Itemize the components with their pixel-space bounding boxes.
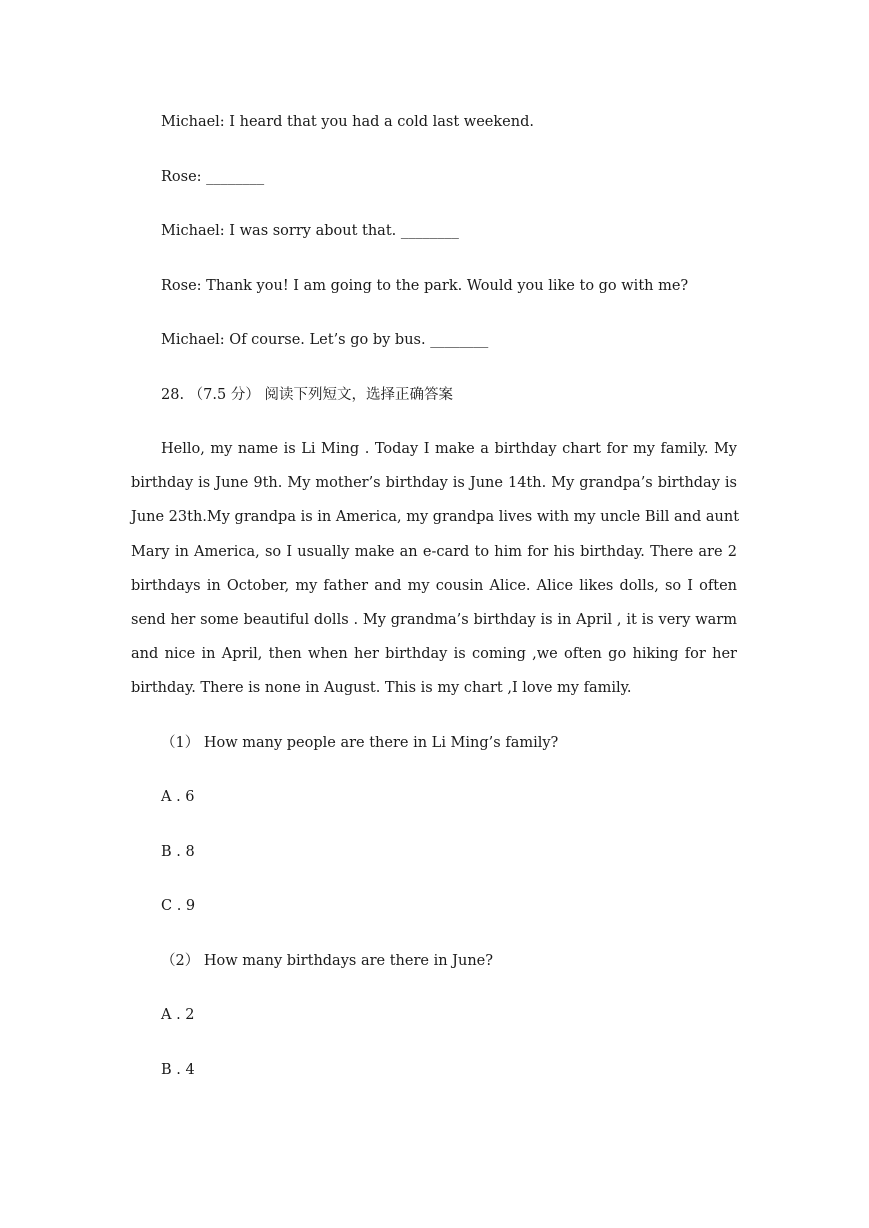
answer-option-a: A . 6 — [161, 789, 195, 805]
answer-option-b: B . 8 — [161, 844, 195, 860]
sub-question-text: （2） How many birthdays are there in June? — [161, 953, 494, 969]
dialogue-line-michael-3: Michael: Of course. Let’s go by bus. ________ — [161, 332, 489, 348]
answer-option-a: A . 2 — [161, 1007, 195, 1023]
passage-line: and nice in April, then when her birthday is coming ,we often go hiking for her — [131, 646, 737, 662]
passage-line: June 23th.My grandpa is in America, my grandpa lives with my uncle Bill and aunt — [131, 509, 740, 525]
passage-line: Hello, my name is Li Ming . Today I make a birthday chart for my family. My — [161, 441, 737, 457]
sub-question-text: （1） How many people are there in Li Ming’s family? — [161, 735, 559, 751]
dialogue-line-michael-1: Michael: I heard that you had a cold last weekend. — [161, 114, 534, 130]
passage-line: birthday. There is none in August. This is my chart ,I love my family. — [131, 680, 632, 696]
question-header: 28. （7.5 分） 阅读下列短文，选择正确答案 — [161, 387, 453, 403]
answer-option-b: B . 4 — [161, 1062, 195, 1078]
passage-line: birthdays in October, my father and my cousin Alice. Alice likes dolls, so I often — [131, 578, 737, 594]
dialogue-line-michael-2: Michael: I was sorry about that. ________ — [161, 223, 459, 239]
passage-line: send her some beautiful dolls . My grandma’s birthday is in April , it is very warm — [131, 612, 737, 628]
dialogue-line-rose-2: Rose: Thank you! I am going to the park. Would you like to go with me? — [161, 278, 689, 294]
dialogue-line-rose-1: Rose: ________ — [161, 169, 265, 185]
passage-line: Mary in America, so I usually make an e-card to him for his birthday. There are 2 — [131, 544, 737, 560]
passage-line: birthday is June 9th. My mother’s birthday is June 14th. My grandpa’s birthday is — [131, 475, 737, 491]
answer-option-c: C . 9 — [161, 898, 196, 914]
